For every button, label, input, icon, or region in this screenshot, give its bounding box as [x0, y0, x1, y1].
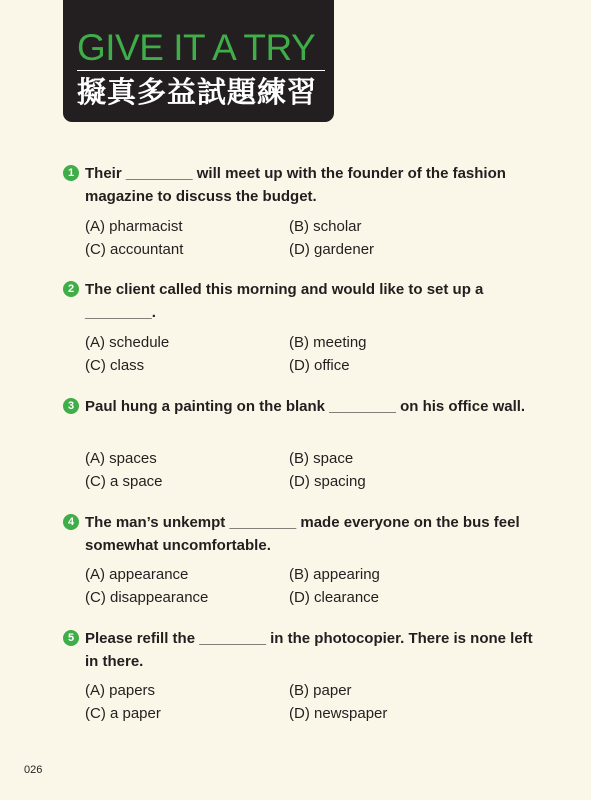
page-number: 026	[24, 764, 43, 776]
question-text: The man’s unkempt ________ made everyone on the bus feel somewhat uncomfortable.	[85, 514, 520, 554]
question-number-badge: 5	[63, 630, 79, 646]
option-d[interactable]: (D) office	[289, 357, 350, 374]
question-number-badge: 4	[63, 514, 79, 530]
question-number-badge: 1	[63, 165, 79, 181]
option-d[interactable]: (D) gardener	[289, 241, 375, 258]
question-text: Please refill the ________ in the photocopier. There is none left in there.	[85, 630, 533, 670]
option-a[interactable]: (A) schedule	[85, 334, 170, 351]
option-b[interactable]: (B) paper	[289, 682, 352, 699]
header-divider	[77, 70, 325, 71]
option-d[interactable]: (D) clearance	[289, 589, 380, 606]
option-b[interactable]: (B) space	[289, 450, 354, 467]
option-a[interactable]: (A) spaces	[85, 450, 157, 467]
option-d[interactable]: (D) newspaper	[289, 705, 388, 722]
option-c[interactable]: (C) a space	[85, 473, 163, 490]
option-b[interactable]: (B) appearing	[289, 566, 380, 583]
option-b[interactable]: (B) scholar	[289, 218, 362, 235]
question-number-badge: 3	[63, 398, 79, 414]
question-text: The client called this morning and would like to set up a ________.	[85, 281, 484, 321]
option-c[interactable]: (C) class	[85, 357, 145, 374]
question-number-badge: 2	[63, 281, 79, 297]
section-subtitle: 擬真多益試題練習	[77, 75, 318, 109]
option-d[interactable]: (D) spacing	[289, 473, 366, 490]
option-a[interactable]: (A) pharmacist	[85, 218, 183, 235]
option-a[interactable]: (A) appearance	[85, 566, 189, 583]
section-title: GIVE IT A TRY	[77, 27, 316, 68]
option-c[interactable]: (C) a paper	[85, 705, 161, 722]
option-c[interactable]: (C) accountant	[85, 241, 184, 258]
option-c[interactable]: (C) disappearance	[85, 589, 209, 606]
question-text: Paul hung a painting on the blank ________ on his office wall.	[85, 398, 526, 415]
option-a[interactable]: (A) papers	[85, 682, 156, 699]
question-text: Their ________ will meet up with the founder of the fashion magazine to discuss the budget.	[85, 165, 506, 205]
option-b[interactable]: (B) meeting	[289, 334, 367, 351]
